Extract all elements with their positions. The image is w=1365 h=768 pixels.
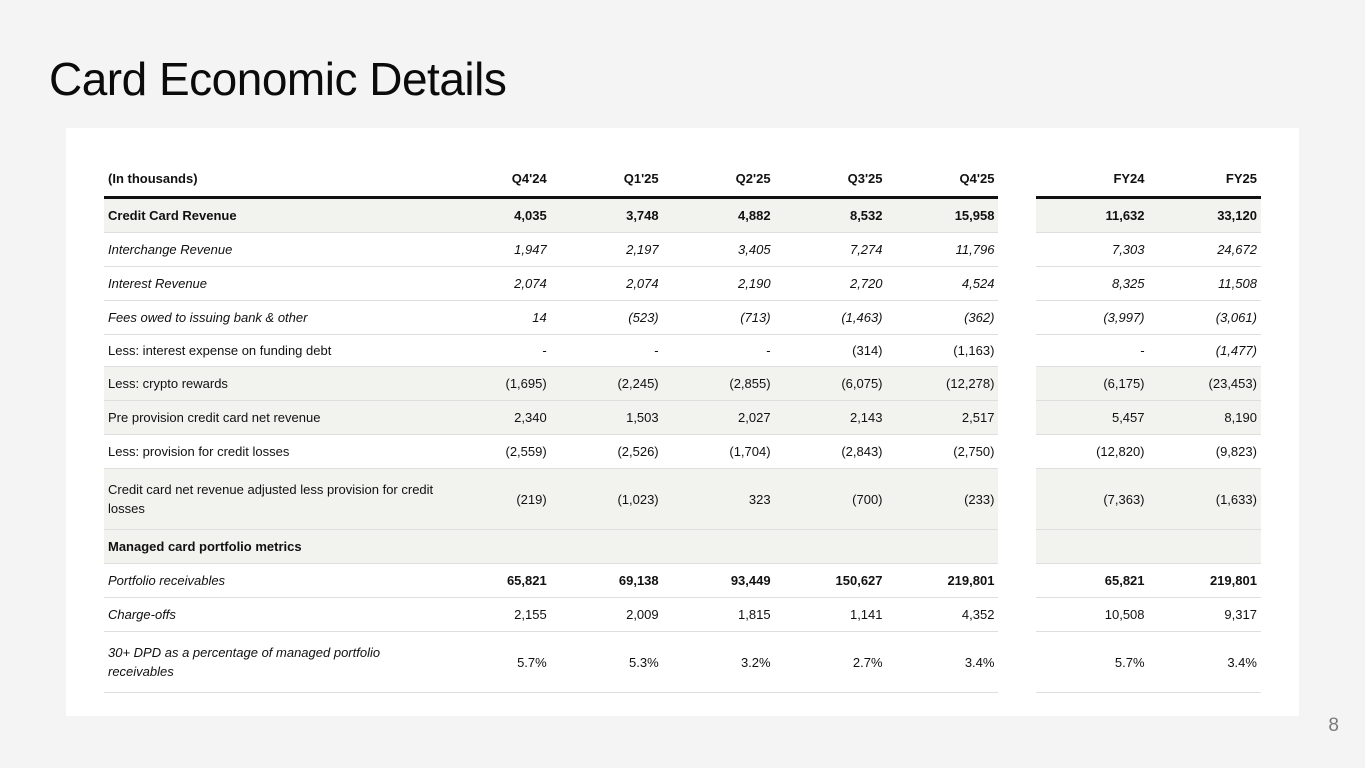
cell-value: (2,559) [439,435,551,469]
cell-value: (2,855) [663,367,775,401]
page-number: 8 [1328,715,1339,736]
cell-value: 2,720 [775,267,887,301]
cell-value: 4,035 [439,199,551,233]
cell-value: (700) [775,469,887,530]
cell-value: (1,695) [439,367,551,401]
row-label: Interest Revenue [104,267,439,301]
cell-value: 2,190 [663,267,775,301]
cell-value: (6,075) [775,367,887,401]
table-row [104,598,1261,632]
section-title: Managed card portfolio metrics [104,530,439,564]
cell-value: 2,197 [551,233,663,267]
cell-value: (6,175) [1036,367,1148,401]
cell-value: 11,508 [1149,267,1261,301]
cell-value: (12,278) [887,367,999,401]
table-row [104,632,1261,693]
cell-value: (1,633) [1149,469,1261,530]
cell-value: (2,843) [775,435,887,469]
cell-value: 9,317 [1149,598,1261,632]
cell-value: 5.7% [439,632,551,693]
cell-value: 4,352 [887,598,999,632]
cell-value: 2,517 [887,401,999,435]
column-header-fy25: FY25 [1149,161,1261,199]
row-label: Less: crypto rewards [104,367,439,401]
cell-value: 2,143 [775,401,887,435]
cell-value: 3,748 [551,199,663,233]
cell-value: (12,820) [1036,435,1148,469]
row-label: Portfolio receivables [104,564,439,598]
column-header-q2-25: Q2'25 [663,161,775,199]
cell-value: - [1036,335,1148,367]
cell-value: 219,801 [887,564,999,598]
cell-value: 11,796 [887,233,999,267]
cell-value: 3.2% [663,632,775,693]
cell-value: 323 [663,469,775,530]
cell-value: (7,363) [1036,469,1148,530]
cell-value: (1,477) [1149,335,1261,367]
cell-value: 8,532 [775,199,887,233]
table-row [104,267,1261,301]
cell-value: 219,801 [1149,564,1261,598]
cell-value: (523) [551,301,663,335]
cell-value: (219) [439,469,551,530]
column-header-q4-25: Q4'25 [887,161,999,199]
cell-value: (2,526) [551,435,663,469]
cell-value: 4,524 [887,267,999,301]
row-label: Credit Card Revenue [104,199,439,233]
cell-value: 1,141 [775,598,887,632]
row-label: Less: interest expense on funding debt [104,335,439,367]
row-label: Interchange Revenue [104,233,439,267]
cell-value: (1,704) [663,435,775,469]
cell-value: 8,190 [1149,401,1261,435]
cell-value: 1,503 [551,401,663,435]
cell-value: 2,027 [663,401,775,435]
cell-value: (713) [663,301,775,335]
cell-value: (2,750) [887,435,999,469]
table-row [104,564,1261,598]
row-label: 30+ DPD as a percentage of managed portfolio receivables [104,632,439,693]
table-row [104,233,1261,267]
cell-value: 7,303 [1036,233,1148,267]
cell-value: 5.7% [1036,632,1148,693]
column-header-q4-24: Q4'24 [439,161,551,199]
cell-value: (3,061) [1149,301,1261,335]
cell-value: 3.4% [887,632,999,693]
column-header-q3-25: Q3'25 [775,161,887,199]
row-label: Charge-offs [104,598,439,632]
table-row [104,367,1261,401]
cell-value: 14 [439,301,551,335]
table-row [104,301,1261,335]
cell-value: - [663,335,775,367]
cell-value: (9,823) [1149,435,1261,469]
column-header-q1-25: Q1'25 [551,161,663,199]
table-row [104,335,1261,367]
table-row [104,199,1261,233]
row-label: Pre provision credit card net revenue [104,401,439,435]
column-header-label: (In thousands) [104,161,439,199]
cell-value: 8,325 [1036,267,1148,301]
cell-value: 11,632 [1036,199,1148,233]
cell-value: (1,163) [887,335,999,367]
cell-value: 7,274 [775,233,887,267]
cell-value: - [439,335,551,367]
table-card [66,128,1299,716]
row-label: Less: provision for credit losses [104,435,439,469]
table-row [104,469,1261,530]
cell-value: 1,815 [663,598,775,632]
cell-value: 2,340 [439,401,551,435]
cell-value: - [551,335,663,367]
cell-value: (1,023) [551,469,663,530]
cell-value: 2,074 [439,267,551,301]
cell-value: 5,457 [1036,401,1148,435]
cell-value: 10,508 [1036,598,1148,632]
cell-value: 2,009 [551,598,663,632]
cell-value: 2,155 [439,598,551,632]
row-label: Fees owed to issuing bank & other [104,301,439,335]
section-header-row [104,530,1261,564]
cell-value: 150,627 [775,564,887,598]
cell-value: (1,463) [775,301,887,335]
cell-value: (23,453) [1149,367,1261,401]
cell-value: 93,449 [663,564,775,598]
cell-value: 3,405 [663,233,775,267]
table-row [104,435,1261,469]
page-title: Card Economic Details [49,53,507,105]
cell-value: 5.3% [551,632,663,693]
row-label: Credit card net revenue adjusted less provision for credit losses [104,469,439,530]
cell-value: (362) [887,301,999,335]
cell-value: 65,821 [1036,564,1148,598]
cell-value: (2,245) [551,367,663,401]
cell-value: 33,120 [1149,199,1261,233]
cell-value: 69,138 [551,564,663,598]
column-header-fy24: FY24 [1036,161,1148,199]
cell-value: 65,821 [439,564,551,598]
table-row [104,401,1261,435]
table-header-row [104,161,1261,199]
cell-value: (233) [887,469,999,530]
cell-value: 2.7% [775,632,887,693]
cell-value: 2,074 [551,267,663,301]
cell-value: 1,947 [439,233,551,267]
cell-value: 15,958 [887,199,999,233]
cell-value: (3,997) [1036,301,1148,335]
cell-value: 3.4% [1149,632,1261,693]
economics-table [104,161,1261,693]
cell-value: 24,672 [1149,233,1261,267]
cell-value: (314) [775,335,887,367]
cell-value: 4,882 [663,199,775,233]
